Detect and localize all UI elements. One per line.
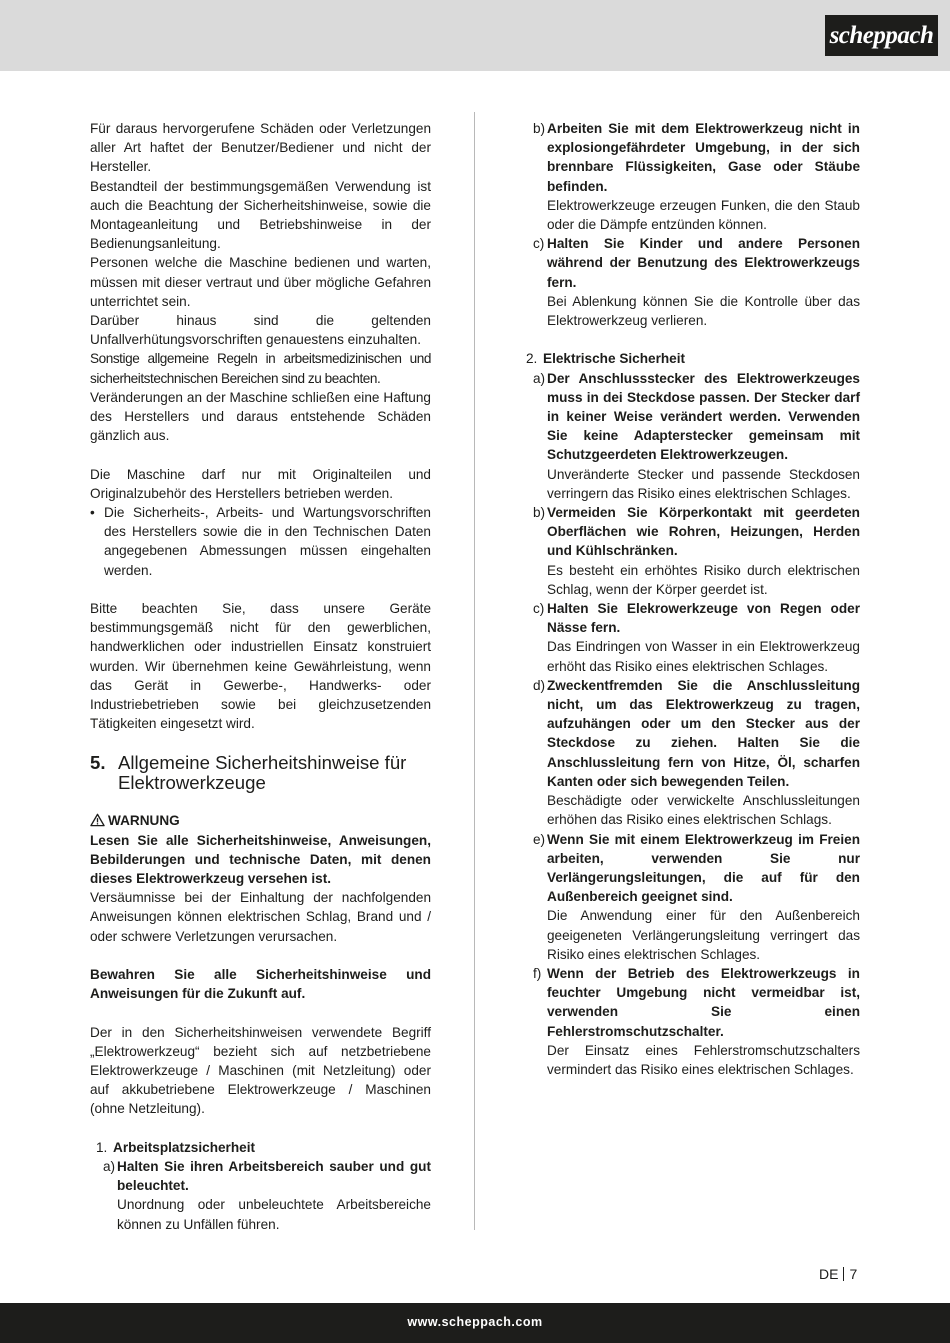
page-language: DE [819,1266,839,1282]
safety-item [520,503,860,599]
item-instruction: Wenn Sie mit einem Elektrowerkzeug im Freien arbeiten, verwenden Sie nur Verlängerungsleitungen, die auf für den Außenbereich geeignet sind. [547,831,860,905]
footer-website-link[interactable]: www.scheppach.com [407,1315,543,1329]
warning-heading [90,811,431,830]
safety-item [520,599,860,676]
section-title: Allgemeine Sicherheitshinweise für Elektrowerkzeuge [118,752,407,794]
safety-item [520,964,860,1079]
subsection-title: Arbeitsplatzsicherheit [113,1139,256,1155]
column-divider [474,112,475,1230]
warning-triangle-icon [90,813,105,827]
bullet-dot: • [90,505,95,521]
item-instruction: Der Anschlussstecker des Elektrowerkzeuges muss in dei Steckdose passen. Der Stecker darf in keiner Weise verändert werden. Verwenden Sie keine Adapterstecker gemeinsam mit Schutzgeerdeten Elektrowerkzeugen. [547,370,860,463]
subsection-heading [520,349,860,368]
right-column [520,119,860,1079]
intro-paragraph: Veränderungen an der Maschine schließen eine Haftung des Herstellers und daraus entstehende Schäden gänzlich aus. [90,389,431,444]
warning-text: Versäumnisse bei der Einhaltung der nachfolgenden Anweisungen können elektrischen Schlag, Brand und / oder schwere Verletzungen verursachen. [90,890,431,944]
intro-paragraph: Für daraus hervorgerufene Schäden oder Verletzungen aller Art haftet der Benutzer/Bediener und nicht der Hersteller. [90,121,431,175]
safety-item [520,830,860,964]
scheppach-logo: scheppach [825,15,938,56]
safety-item [520,369,860,503]
item-letter: b) [533,121,546,136]
item-explanation: Unordnung oder unbeleuchtete Arbeitsbereiche können zu Unfällen führen. [117,1197,431,1232]
warning-bold-text: Lesen Sie alle Sicherheitshinweise, Anweisungen, Bebilderungen und technische Daten, mit denen dieses Elektrowerkzeug versehen ist. [90,832,431,887]
item-explanation: Elektrowerkzeuge erzeugen Funken, die den Staub oder die Dämpfe entzünden können. [547,197,860,233]
item-explanation: Das Eindringen von Wasser in ein Elektrowerkzeug erhöht das Risiko eines elektrischen Schlages. [547,639,860,674]
header-band [0,0,950,71]
item-explanation: Beschädigte oder verwickelte Anschlussleitungen erhöhen das Risiko eines elektrischen Schlags. [547,793,860,828]
item-instruction: Vermeiden Sie Körperkontakt mit geerdeten Oberflächen wie Rohren, Heizungen, Herden und Kühlschränken. [547,505,860,559]
item-instruction: Halten Sie Kinder und andere Personen während der Benutzung des Elektrowerkzeugs fern. [547,236,860,290]
item-letter: a) [103,1159,116,1175]
safety-item [90,1157,431,1234]
item-letter: d) [533,677,546,693]
term-definition-paragraph: Der in den Sicherheitshinweisen verwendete Begriff „Elektrowerkzeug“ bezieht sich auf netzbetriebene Elektrowerkzeuge / Maschinen (mit Netzleitung) oder auf akkubetriebene Elektrowerkzeuge / Maschinen (ohne Netzleitung). [90,1024,431,1117]
item-instruction: Wenn der Betrieb des Elektrowerkzeugs in feuchter Umgebung nicht vermeidbar ist, verwenden Sie einen Fehlerstromschutzschalter. [547,965,860,1039]
item-letter: a) [533,370,546,386]
item-letter: f) [533,965,542,981]
item-explanation: Unveränderte Stecker und passende Steckdosen verringern das Risiko eines elektrischen Schlages. [547,466,860,501]
item-instruction: Zweckentfremden Sie die Anschlussleitung nicht, um das Elektrowerkzeug zu tragen, aufzuhängen oder um den Stecker aus der Steckdose zu ziehen. Halten Sie die Anschlussleitung fern von Hitze, Öl, scharfen Kanten oder sich bewegenden Teilen. [547,677,860,789]
item-explanation: Die Anwendung einer für den Außenbereich geeigeneten Verlängerungsleitung verringert das Risiko eines elektrischen Schlages. [547,908,860,962]
item-letter: c) [533,601,545,617]
intro-paragraph: Bestandteil der bestimmungsgemäßen Verwendung ist auch die Beachtung der Sicherheitshinweise, sowie die Montageanleitung und Betriebshinweise in der Bedienungsanleitung. [90,178,431,252]
original-parts-paragraph: Die Maschine darf nur mit Originalteilen und Originalzubehör des Herstellers betrieben werden. [90,466,431,501]
safety-item [520,676,860,830]
safety-item [520,234,860,330]
intro-paragraph: Darüber hinaus sind die geltenden Unfallverhütungsvorschriften genauestens einzuhalten. [90,313,431,348]
subsection-title: Elektrische Sicherheit [543,351,686,367]
subsection-number: 1. [96,1139,108,1155]
item-instruction: Arbeiten Sie mit dem Elektrowerkzeug nicht in explosiongefährdeter Umgebung, in der sich brennbare Flüssigkeiten, Gase oder Stäube befinden. [547,121,860,194]
page-number [819,1264,857,1284]
intro-paragraph: Personen welche die Maschine bedienen und warten, müssen mit dieser vertraut und über mögliche Gefahren unterrichtet sein. [90,255,431,309]
page-number-value: 7 [849,1266,858,1282]
bullet-text: Die Sicherheits-, Arbeits- und Wartungsvorschriften des Herstellers sowie die in den Technischen Daten angegebenen Abmessungen müssen eingehalten werden. [104,505,431,578]
section-number: 5. [90,752,106,774]
subsection-heading [90,1138,431,1157]
item-instruction: Halten Sie Elekrowerkzeuge von Regen oder Nässe fern. [547,601,860,636]
page-number-separator [843,1267,844,1281]
bullet-item [90,503,431,580]
item-explanation: Bei Ablenkung können Sie die Kontrolle über das Elektrowerkzeug verlieren. [547,293,860,329]
safety-item [520,119,860,234]
item-letter: b) [533,505,546,521]
keep-instructions-text: Bewahren Sie alle Sicherheitshinweise und Anweisungen für die Zukunft auf. [90,967,431,1002]
item-letter: e) [533,831,546,847]
item-letter: c) [533,236,545,252]
item-instruction: Halten Sie ihren Arbeitsbereich sauber und gut beleuchtet. [117,1159,431,1194]
warning-label: WARNUNG [108,813,180,829]
subsection-number: 2. [526,351,538,367]
commercial-use-paragraph: Bitte beachten Sie, dass unsere Geräte bestimmungsgemäß nicht für den gewerblichen, handwerklichen oder industriellen Einsatz konstruiert wurden. Wir übernehmen keine Gewährleistung, wenn das Gerät in Gewerbe-, Handwerks- oder Industriebetrieben sowie bei gleichzusetzenden Tätigkeiten eingesetzt wird. [90,601,431,732]
left-column [90,119,431,1234]
intro-paragraph: Sonstige allgemeine Regeln in arbeitsmedizinischen und sicherheitstechnischen Bereichen sind zu beachten. [90,351,431,386]
item-explanation: Es besteht ein erhöhtes Risiko durch elektrischen Schlag, wenn der Körper geerdet ist. [547,562,860,597]
item-explanation: Der Einsatz eines Fehlerstromschutzschalters vermindert das Risiko eines elektrischen Schlages. [547,1042,860,1077]
section-heading [90,753,431,793]
